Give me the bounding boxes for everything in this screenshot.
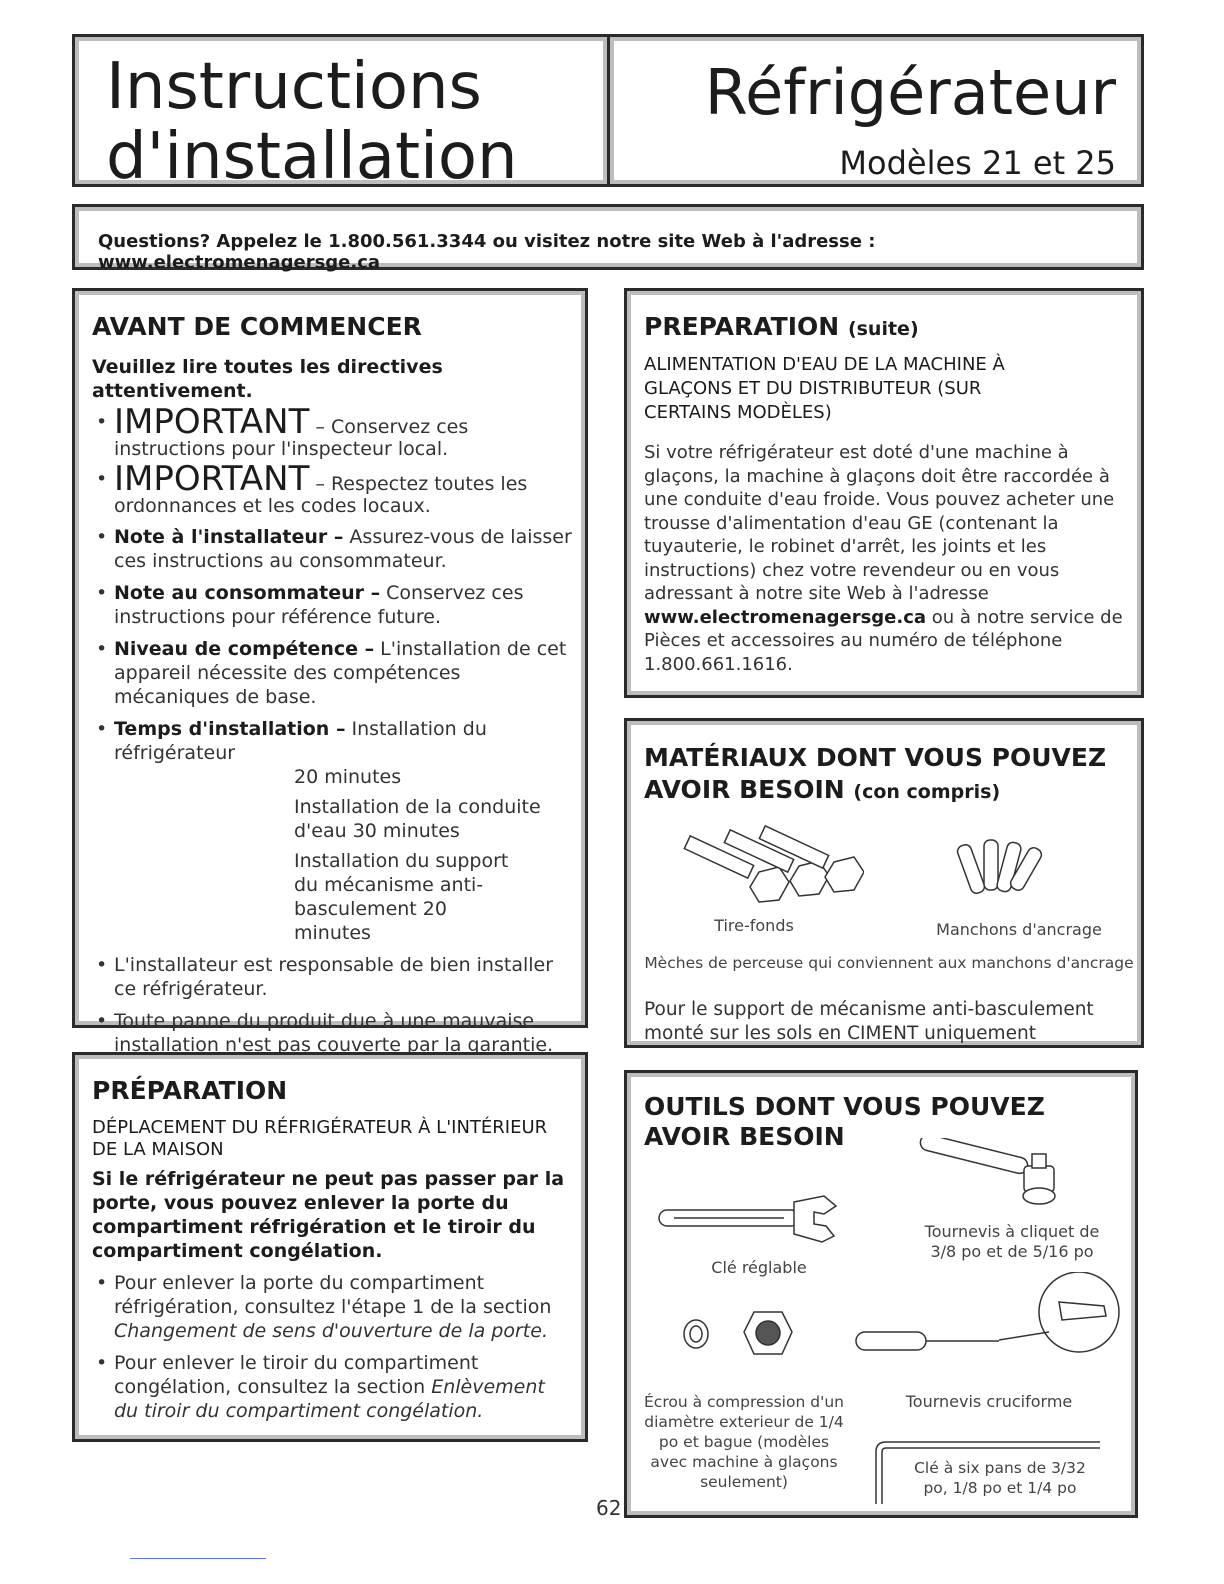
list-item: • Temps d'installation – Installation du réfrigérateur 20 minutes Installation de la conduite d'eau 30 minutes Installation du support du mécanisme anti-basculement 20 minutes bbox=[92, 717, 574, 945]
before-you-begin-section bbox=[72, 288, 588, 1056]
list-item: • Pour enlever le tiroir du compartiment congélation, consultez la section Enlèvement du tiroir du compartiment congélation. bbox=[92, 1351, 574, 1423]
hex-key-caption: Clé à six pans de 3/32 po, 1/8 po et 1/4 po bbox=[914, 1459, 1086, 1497]
anchors-illustration bbox=[944, 834, 1044, 914]
water-supply-text: Si votre réfrigérateur est doté d'une machine à glaçons, la machine à glaçons doit être raccordée à une conduite d'eau froide. Vous pouvez acheter une trousse d'alimentation d'eau GE (contenant la tuyauterie, le robinet d'arrêt, les joints et les instructions) chez votre revendeur ou en vous adressant à notre site Web à l'adresse www.electromenagersge.ca ou à notre service de Pièces et accessoires au numéro de téléphone 1.800.661.1616. bbox=[644, 442, 1123, 675]
adjustable-wrench-illustration bbox=[654, 1192, 844, 1252]
preparation-continued-section bbox=[624, 288, 1144, 698]
list-item: • L'installateur est responsable de bien installer ce réfrigérateur. bbox=[92, 953, 574, 1001]
page-number: 62 bbox=[596, 1496, 622, 1520]
section-title: AVANT DE COMMENCER bbox=[92, 312, 422, 341]
lag-screws-caption: Tire-fonds bbox=[714, 916, 794, 935]
compression-nut-illustration bbox=[674, 1302, 804, 1362]
list-item: • IMPORTANT – Conservez ces instructions pour l'inspecteur local. bbox=[92, 411, 574, 460]
list-item: • Note à l'installateur – Assurez-vous de laisser ces instructions au consommateur. bbox=[92, 525, 574, 573]
list-item: • Pour enlever la porte du compartiment réfrigération, consultez l'étape 1 de la section Changement de sens d'ouverture de la porte. bbox=[92, 1271, 574, 1343]
section-title: PREPARATION (suite) bbox=[644, 312, 919, 341]
intro-text: Veuillez lire toutes les directives attentivement. bbox=[92, 356, 443, 402]
materials-section bbox=[624, 718, 1144, 1048]
tools-section bbox=[624, 1070, 1138, 1518]
anchors-caption: Manchons d'ancrage bbox=[936, 920, 1102, 939]
ratchet-caption: Tournevis à cliquet de 3/8 po et de 5/16 po bbox=[924, 1222, 1100, 1261]
materials-note: Pour le support de mécanisme anti-basculement monté sur les sols en CIMENT uniquement bbox=[644, 999, 1094, 1044]
phillips-caption: Tournevis cruciforme bbox=[905, 1392, 1073, 1411]
wrench-caption: Clé réglable bbox=[711, 1258, 807, 1277]
preparation-section bbox=[72, 1052, 588, 1442]
lag-screws-illustration bbox=[674, 822, 864, 912]
section-title: OUTILS DONT VOUS POUVEZ AVOIR BESOIN bbox=[644, 1092, 1045, 1151]
product-title: Réfrigérateur bbox=[704, 56, 1116, 129]
bold-paragraph: Si le réfrigérateur ne peut pas passer par la porte, vous pouvez enlever la porte du compartiment réfrigération et le tiroir du compartiment congélation. bbox=[92, 1168, 565, 1262]
drill-bits-caption: Mèches de perceuse qui conviennent aux manchons d'ancrage bbox=[644, 954, 1134, 972]
header-title-box bbox=[72, 34, 610, 194]
model-subtitle: Modèles 21 et 25 bbox=[839, 144, 1116, 182]
list-item: • Note au consommateur – Conservez ces instructions pour référence future. bbox=[92, 581, 574, 629]
list-item: • IMPORTANT – Respectez toutes les ordonnances et les codes locaux. bbox=[92, 468, 574, 517]
section-title: MATÉRIAUX DONT VOUS POUVEZ AVOIR BESOIN (con compris) bbox=[644, 743, 1107, 804]
section-subtitle: ALIMENTATION D'EAU DE LA MACHINE À GLAÇONS ET DU DISTRIBUTEUR (SUR CERTAINS MODÈLES) bbox=[644, 354, 1005, 423]
website-link[interactable]: www.electromenagersge.ca bbox=[644, 606, 927, 628]
list-item: • Toute panne du produit due à une mauvaise installation n'est pas couverte par la garantie. bbox=[92, 1009, 574, 1057]
header-product-box bbox=[607, 34, 1144, 187]
ratchet-screwdriver-illustration bbox=[914, 1138, 1084, 1218]
section-subtitle: DÉPLACEMENT DU RÉFRIGÉRATEUR À L'INTÉRIEUR DE LA MAISON bbox=[92, 1117, 548, 1160]
section-title: PRÉPARATION bbox=[92, 1076, 288, 1105]
contact-bar bbox=[72, 204, 1144, 273]
footer-rule bbox=[130, 1558, 266, 1559]
page-title: Instructions d'installation bbox=[106, 50, 518, 194]
phillips-screwdriver-illustration bbox=[854, 1272, 1124, 1372]
list-item: • Niveau de compétence – L'installation de cet appareil nécessite des compétences mécaniques de base. bbox=[92, 637, 574, 709]
contact-text: Questions? Appelez le 1.800.561.3344 ou visitez notre site Web à l'adresse : www.electromenagersge.ca bbox=[98, 231, 876, 273]
compression-nut-caption: Écrou à compression d'un diamètre exterieur de 1/4 po et bague (modèles avec machine à glaçons seulement) bbox=[644, 1393, 844, 1491]
